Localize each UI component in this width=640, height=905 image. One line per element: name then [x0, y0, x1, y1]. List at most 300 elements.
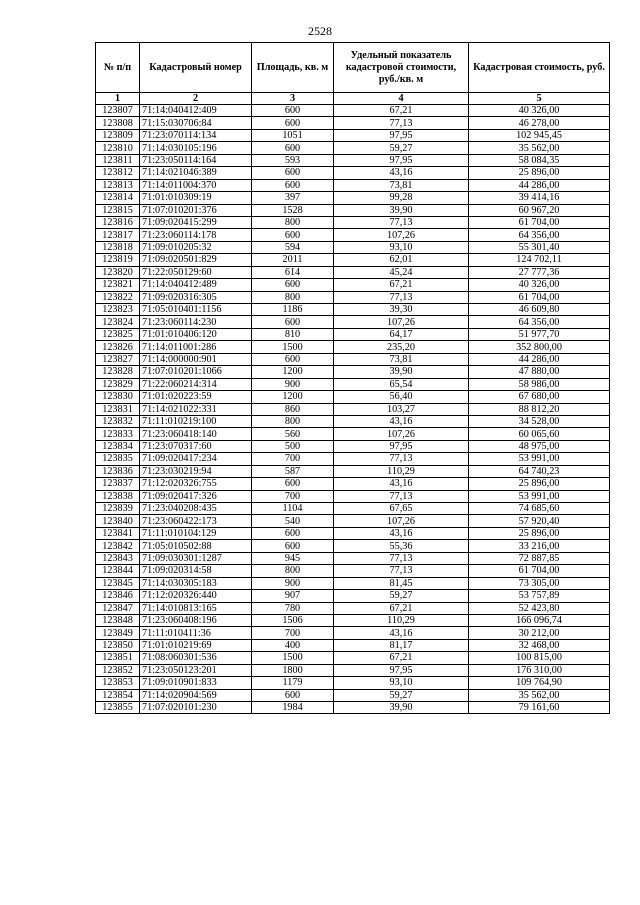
unit-value-cell: 43,16 [334, 167, 469, 179]
unit-value-cell: 93,10 [334, 241, 469, 253]
table-row [96, 391, 610, 403]
row-index-cell: 123845 [96, 577, 140, 589]
row-index-cell: 123842 [96, 540, 140, 552]
row-index-cell: 123815 [96, 204, 140, 216]
table-row [96, 639, 610, 651]
table-row [96, 216, 610, 228]
area-cell: 600 [252, 229, 334, 241]
table-row [96, 677, 610, 689]
table-row [96, 478, 610, 490]
row-index-cell: 123819 [96, 254, 140, 266]
table-row [96, 428, 610, 440]
area-cell: 780 [252, 602, 334, 614]
area-cell: 560 [252, 428, 334, 440]
unit-value-cell: 59,27 [334, 689, 469, 701]
unit-value-cell: 77,13 [334, 552, 469, 564]
table-row [96, 142, 610, 154]
unit-value-cell: 81,45 [334, 577, 469, 589]
row-index-cell: 123844 [96, 565, 140, 577]
row-index-cell: 123820 [96, 266, 140, 278]
cadastral-value-cell: 51 977,70 [469, 328, 610, 340]
table-row [96, 366, 610, 378]
area-cell: 540 [252, 515, 334, 527]
table-row [96, 291, 610, 303]
table-row [96, 664, 610, 676]
row-index-cell: 123824 [96, 316, 140, 328]
table-row [96, 440, 610, 452]
area-cell: 600 [252, 478, 334, 490]
area-cell: 1500 [252, 652, 334, 664]
row-index-cell: 123833 [96, 428, 140, 440]
area-cell: 700 [252, 627, 334, 639]
row-index-cell: 123843 [96, 552, 140, 564]
cadastral-value-cell: 25 896,00 [469, 527, 610, 539]
cadastral-number-cell: 71:09:020314:58 [140, 565, 252, 577]
row-index-cell: 123830 [96, 391, 140, 403]
cadastral-value-cell: 61 704,00 [469, 216, 610, 228]
table-row [96, 453, 610, 465]
area-cell: 810 [252, 328, 334, 340]
unit-value-cell: 77,13 [334, 565, 469, 577]
table-row [96, 552, 610, 564]
unit-value-cell: 73,81 [334, 179, 469, 191]
row-index-cell: 123839 [96, 503, 140, 515]
cadastral-value-cell: 61 704,00 [469, 291, 610, 303]
row-index-cell: 123853 [96, 677, 140, 689]
unit-value-cell: 64,17 [334, 328, 469, 340]
column-number: 3 [252, 93, 334, 105]
unit-value-cell: 67,65 [334, 503, 469, 515]
unit-value-cell: 97,95 [334, 440, 469, 452]
unit-value-cell: 77,13 [334, 216, 469, 228]
table-row [96, 503, 610, 515]
cadastral-value-cell: 25 896,00 [469, 478, 610, 490]
cadastral-number-cell: 71:15:030706:84 [140, 117, 252, 129]
cadastral-value-cell: 46 278,00 [469, 117, 610, 129]
table-row [96, 627, 610, 639]
unit-value-cell: 67,21 [334, 602, 469, 614]
cadastral-number-cell: 71:14:030305:183 [140, 577, 252, 589]
area-cell: 600 [252, 316, 334, 328]
unit-value-cell: 65,54 [334, 378, 469, 390]
area-cell: 600 [252, 689, 334, 701]
row-index-cell: 123847 [96, 602, 140, 614]
unit-value-cell: 56,40 [334, 391, 469, 403]
unit-value-cell: 77,13 [334, 490, 469, 502]
cadastral-number-cell: 71:09:030301:1287 [140, 552, 252, 564]
row-index-cell: 123832 [96, 415, 140, 427]
row-index-cell: 123810 [96, 142, 140, 154]
unit-value-cell: 107,26 [334, 515, 469, 527]
table-row [96, 167, 610, 179]
area-cell: 1200 [252, 366, 334, 378]
area-cell: 800 [252, 415, 334, 427]
cadastral-value-cell: 46 609,80 [469, 304, 610, 316]
area-cell: 800 [252, 216, 334, 228]
unit-value-cell: 39,90 [334, 702, 469, 714]
cadastral-value-cell: 27 777,36 [469, 266, 610, 278]
area-cell: 1051 [252, 129, 334, 141]
cadastral-number-cell: 71:22:060214:314 [140, 378, 252, 390]
row-index-cell: 123817 [96, 229, 140, 241]
unit-value-cell: 77,13 [334, 117, 469, 129]
header-area: Площадь, кв. м [252, 43, 334, 93]
unit-value-cell: 67,21 [334, 652, 469, 664]
cadastral-value-cell: 30 212,00 [469, 627, 610, 639]
cadastral-number-cell: 71:01:010219:69 [140, 639, 252, 651]
table-row [96, 316, 610, 328]
column-number: 4 [334, 93, 469, 105]
unit-value-cell: 39,30 [334, 304, 469, 316]
cadastral-value-cell: 100 815,00 [469, 652, 610, 664]
area-cell: 600 [252, 279, 334, 291]
unit-value-cell: 110,29 [334, 614, 469, 626]
row-index-cell: 123846 [96, 590, 140, 602]
unit-value-cell: 81,17 [334, 639, 469, 651]
cadastral-value-cell: 102 945,45 [469, 129, 610, 141]
unit-value-cell: 62,01 [334, 254, 469, 266]
cadastral-number-cell: 71:14:021046:389 [140, 167, 252, 179]
cadastral-value-cell: 58 986,00 [469, 378, 610, 390]
area-cell: 594 [252, 241, 334, 253]
cadastral-number-cell: 71:07:010201:376 [140, 204, 252, 216]
cadastral-number-cell: 71:01:010309:19 [140, 192, 252, 204]
cadastral-value-cell: 124 702,11 [469, 254, 610, 266]
cadastral-value-cell: 34 528,00 [469, 415, 610, 427]
area-cell: 1800 [252, 664, 334, 676]
cadastral-number-cell: 71:08:060301:536 [140, 652, 252, 664]
cadastral-number-cell: 71:09:010205:32 [140, 241, 252, 253]
table-row [96, 279, 610, 291]
row-index-cell: 123835 [96, 453, 140, 465]
cadastral-number-cell: 71:14:040412:409 [140, 105, 252, 117]
cadastral-number-cell: 71:09:020417:326 [140, 490, 252, 502]
cadastral-value-cell: 53 757,89 [469, 590, 610, 602]
cadastral-value-cell: 64 356,00 [469, 229, 610, 241]
area-cell: 500 [252, 440, 334, 452]
unit-value-cell: 97,95 [334, 129, 469, 141]
cadastral-value-cell: 44 286,00 [469, 179, 610, 191]
area-cell: 800 [252, 291, 334, 303]
cadastral-value-cell: 166 096,74 [469, 614, 610, 626]
row-index-cell: 123841 [96, 527, 140, 539]
table-row [96, 192, 610, 204]
cadastral-value-cell: 52 423,80 [469, 602, 610, 614]
table-row [96, 577, 610, 589]
table-row [96, 652, 610, 664]
cadastral-value-cell: 48 975,00 [469, 440, 610, 452]
cadastral-number-cell: 71:11:010104:129 [140, 527, 252, 539]
unit-value-cell: 107,26 [334, 428, 469, 440]
table-row [96, 204, 610, 216]
unit-value-cell: 39,90 [334, 204, 469, 216]
row-index-cell: 123822 [96, 291, 140, 303]
cadastral-value-cell: 109 764,90 [469, 677, 610, 689]
cadastral-number-cell: 71:09:020501:829 [140, 254, 252, 266]
cadastral-number-cell: 71:23:060408:196 [140, 614, 252, 626]
row-index-cell: 123849 [96, 627, 140, 639]
cadastral-number-cell: 71:14:011001:286 [140, 341, 252, 353]
table-row [96, 565, 610, 577]
cadastral-number-cell: 71:23:060418:140 [140, 428, 252, 440]
area-cell: 397 [252, 192, 334, 204]
cadastral-value-cell: 53 991,00 [469, 453, 610, 465]
area-cell: 593 [252, 154, 334, 166]
area-cell: 1179 [252, 677, 334, 689]
cadastral-number-cell: 71:23:050114:164 [140, 154, 252, 166]
cadastral-number-cell: 71:05:010401:1156 [140, 304, 252, 316]
area-cell: 945 [252, 552, 334, 564]
cadastral-value-cell: 25 896,00 [469, 167, 610, 179]
area-cell: 700 [252, 453, 334, 465]
cadastral-number-cell: 71:14:021022:331 [140, 403, 252, 415]
cadastral-value-cell: 35 562,00 [469, 142, 610, 154]
unit-value-cell: 77,13 [334, 291, 469, 303]
row-index-cell: 123851 [96, 652, 140, 664]
area-cell: 600 [252, 117, 334, 129]
area-cell: 900 [252, 577, 334, 589]
cadastral-number-cell: 71:23:070114:134 [140, 129, 252, 141]
area-cell: 860 [252, 403, 334, 415]
row-index-cell: 123855 [96, 702, 140, 714]
column-number: 2 [140, 93, 252, 105]
cadastral-number-cell: 71:11:010411:36 [140, 627, 252, 639]
cadastral-value-cell: 67 680,00 [469, 391, 610, 403]
table-row [96, 415, 610, 427]
cadastral-number-cell: 71:11:010219:100 [140, 415, 252, 427]
cadastral-number-cell: 71:14:011004:370 [140, 179, 252, 191]
cadastral-number-cell: 71:23:060114:178 [140, 229, 252, 241]
area-cell: 587 [252, 465, 334, 477]
table-row [96, 117, 610, 129]
cadastral-number-cell: 71:23:040208:435 [140, 503, 252, 515]
table-row [96, 353, 610, 365]
unit-value-cell: 107,26 [334, 229, 469, 241]
unit-value-cell: 59,27 [334, 590, 469, 602]
header-cadastral-value: Кадастровая стоимость, руб. [469, 43, 610, 93]
row-index-cell: 123836 [96, 465, 140, 477]
area-cell: 900 [252, 378, 334, 390]
cadastral-number-cell: 71:23:060114:230 [140, 316, 252, 328]
unit-value-cell: 55,36 [334, 540, 469, 552]
cadastral-number-cell: 71:12:020326:440 [140, 590, 252, 602]
cadastral-value-cell: 60 967,20 [469, 204, 610, 216]
row-index-cell: 123814 [96, 192, 140, 204]
unit-value-cell: 97,95 [334, 154, 469, 166]
cadastral-number-cell: 71:14:000000:901 [140, 353, 252, 365]
row-index-cell: 123808 [96, 117, 140, 129]
header-unit-value: Удельный показатель кадастровой стоимости, руб./кв. м [334, 43, 469, 93]
cadastral-number-cell: 71:12:020326:755 [140, 478, 252, 490]
area-cell: 1506 [252, 614, 334, 626]
row-index-cell: 123809 [96, 129, 140, 141]
area-cell: 600 [252, 540, 334, 552]
cadastral-value-cell: 32 468,00 [469, 639, 610, 651]
cadastral-table [95, 42, 610, 714]
table-row [96, 254, 610, 266]
row-index-cell: 123812 [96, 167, 140, 179]
cadastral-value-cell: 73 305,00 [469, 577, 610, 589]
table-row [96, 378, 610, 390]
unit-value-cell: 43,16 [334, 627, 469, 639]
area-cell: 800 [252, 565, 334, 577]
area-cell: 600 [252, 353, 334, 365]
table-row [96, 702, 610, 714]
table-row [96, 689, 610, 701]
row-index-cell: 123827 [96, 353, 140, 365]
cadastral-number-cell: 71:01:020223:59 [140, 391, 252, 403]
cadastral-value-cell: 47 880,00 [469, 366, 610, 378]
cadastral-value-cell: 88 812,20 [469, 403, 610, 415]
area-cell: 1500 [252, 341, 334, 353]
table-row [96, 328, 610, 340]
area-cell: 1200 [252, 391, 334, 403]
cadastral-value-cell: 352 800,00 [469, 341, 610, 353]
cadastral-value-cell: 72 887,85 [469, 552, 610, 564]
column-number-row [96, 93, 610, 105]
table-row [96, 515, 610, 527]
unit-value-cell: 110,29 [334, 465, 469, 477]
table-row [96, 304, 610, 316]
row-index-cell: 123831 [96, 403, 140, 415]
cadastral-value-cell: 35 562,00 [469, 689, 610, 701]
column-number: 5 [469, 93, 610, 105]
table-row [96, 527, 610, 539]
table-row [96, 229, 610, 241]
table-row [96, 540, 610, 552]
cadastral-value-cell: 40 326,00 [469, 279, 610, 291]
area-cell: 600 [252, 167, 334, 179]
table-body [96, 105, 610, 714]
unit-value-cell: 43,16 [334, 415, 469, 427]
row-index-cell: 123840 [96, 515, 140, 527]
cadastral-value-cell: 53 991,00 [469, 490, 610, 502]
unit-value-cell: 235,20 [334, 341, 469, 353]
cadastral-number-cell: 71:23:050123:201 [140, 664, 252, 676]
table-row [96, 590, 610, 602]
row-index-cell: 123838 [96, 490, 140, 502]
row-index-cell: 123854 [96, 689, 140, 701]
unit-value-cell: 45,24 [334, 266, 469, 278]
row-index-cell: 123829 [96, 378, 140, 390]
unit-value-cell: 107,26 [334, 316, 469, 328]
row-index-cell: 123823 [96, 304, 140, 316]
cadastral-value-cell: 44 286,00 [469, 353, 610, 365]
cadastral-value-cell: 58 084,35 [469, 154, 610, 166]
cadastral-value-cell: 61 704,00 [469, 565, 610, 577]
table-row [96, 341, 610, 353]
cadastral-number-cell: 71:14:020904:569 [140, 689, 252, 701]
row-index-cell: 123837 [96, 478, 140, 490]
row-index-cell: 123807 [96, 105, 140, 117]
area-cell: 2011 [252, 254, 334, 266]
header-row [96, 43, 610, 93]
row-index-cell: 123811 [96, 154, 140, 166]
unit-value-cell: 97,95 [334, 664, 469, 676]
cadastral-number-cell: 71:14:040412:489 [140, 279, 252, 291]
cadastral-value-cell: 79 161,60 [469, 702, 610, 714]
cadastral-number-cell: 71:09:020417:234 [140, 453, 252, 465]
unit-value-cell: 59,27 [334, 142, 469, 154]
unit-value-cell: 39,90 [334, 366, 469, 378]
cadastral-number-cell: 71:14:010813:165 [140, 602, 252, 614]
cadastral-number-cell: 71:07:010201:1066 [140, 366, 252, 378]
cadastral-value-cell: 57 920,40 [469, 515, 610, 527]
table-row [96, 129, 610, 141]
table-row [96, 154, 610, 166]
row-index-cell: 123848 [96, 614, 140, 626]
row-index-cell: 123850 [96, 639, 140, 651]
area-cell: 614 [252, 266, 334, 278]
unit-value-cell: 93,10 [334, 677, 469, 689]
cadastral-number-cell: 71:09:010901:833 [140, 677, 252, 689]
cadastral-number-cell: 71:07:020101:230 [140, 702, 252, 714]
cadastral-value-cell: 40 326,00 [469, 105, 610, 117]
cadastral-value-cell: 74 685,60 [469, 503, 610, 515]
area-cell: 600 [252, 142, 334, 154]
cadastral-value-cell: 64 356,00 [469, 316, 610, 328]
table-row [96, 179, 610, 191]
cadastral-number-cell: 71:23:070317:60 [140, 440, 252, 452]
column-number: 1 [96, 93, 140, 105]
row-index-cell: 123821 [96, 279, 140, 291]
table-row [96, 403, 610, 415]
row-index-cell: 123834 [96, 440, 140, 452]
header-cadastral-number: Кадастровый номер [140, 43, 252, 93]
unit-value-cell: 103,27 [334, 403, 469, 415]
cadastral-number-cell: 71:22:050129:60 [140, 266, 252, 278]
header-index: № п/п [96, 43, 140, 93]
unit-value-cell: 67,21 [334, 279, 469, 291]
row-index-cell: 123825 [96, 328, 140, 340]
unit-value-cell: 67,21 [334, 105, 469, 117]
area-cell: 600 [252, 179, 334, 191]
table-row [96, 465, 610, 477]
cadastral-number-cell: 71:23:060422:173 [140, 515, 252, 527]
cadastral-number-cell: 71:05:010502:88 [140, 540, 252, 552]
unit-value-cell: 73,81 [334, 353, 469, 365]
unit-value-cell: 77,13 [334, 453, 469, 465]
cadastral-value-cell: 39 414,16 [469, 192, 610, 204]
area-cell: 1528 [252, 204, 334, 216]
table-row [96, 241, 610, 253]
table-row [96, 602, 610, 614]
area-cell: 400 [252, 639, 334, 651]
row-index-cell: 123828 [96, 366, 140, 378]
page-number: 2528 [308, 24, 332, 38]
cadastral-value-cell: 176 310,00 [469, 664, 610, 676]
row-index-cell: 123813 [96, 179, 140, 191]
cadastral-number-cell: 71:09:020316:305 [140, 291, 252, 303]
area-cell: 700 [252, 490, 334, 502]
cadastral-value-cell: 55 301,40 [469, 241, 610, 253]
row-index-cell: 123826 [96, 341, 140, 353]
area-cell: 600 [252, 105, 334, 117]
table-row [96, 614, 610, 626]
table-row [96, 105, 610, 117]
unit-value-cell: 43,16 [334, 527, 469, 539]
cadastral-value-cell: 60 065,60 [469, 428, 610, 440]
row-index-cell: 123818 [96, 241, 140, 253]
area-cell: 1104 [252, 503, 334, 515]
row-index-cell: 123816 [96, 216, 140, 228]
unit-value-cell: 43,16 [334, 478, 469, 490]
area-cell: 907 [252, 590, 334, 602]
area-cell: 600 [252, 527, 334, 539]
area-cell: 1984 [252, 702, 334, 714]
cadastral-value-cell: 33 216,00 [469, 540, 610, 552]
cadastral-value-cell: 64 740,23 [469, 465, 610, 477]
